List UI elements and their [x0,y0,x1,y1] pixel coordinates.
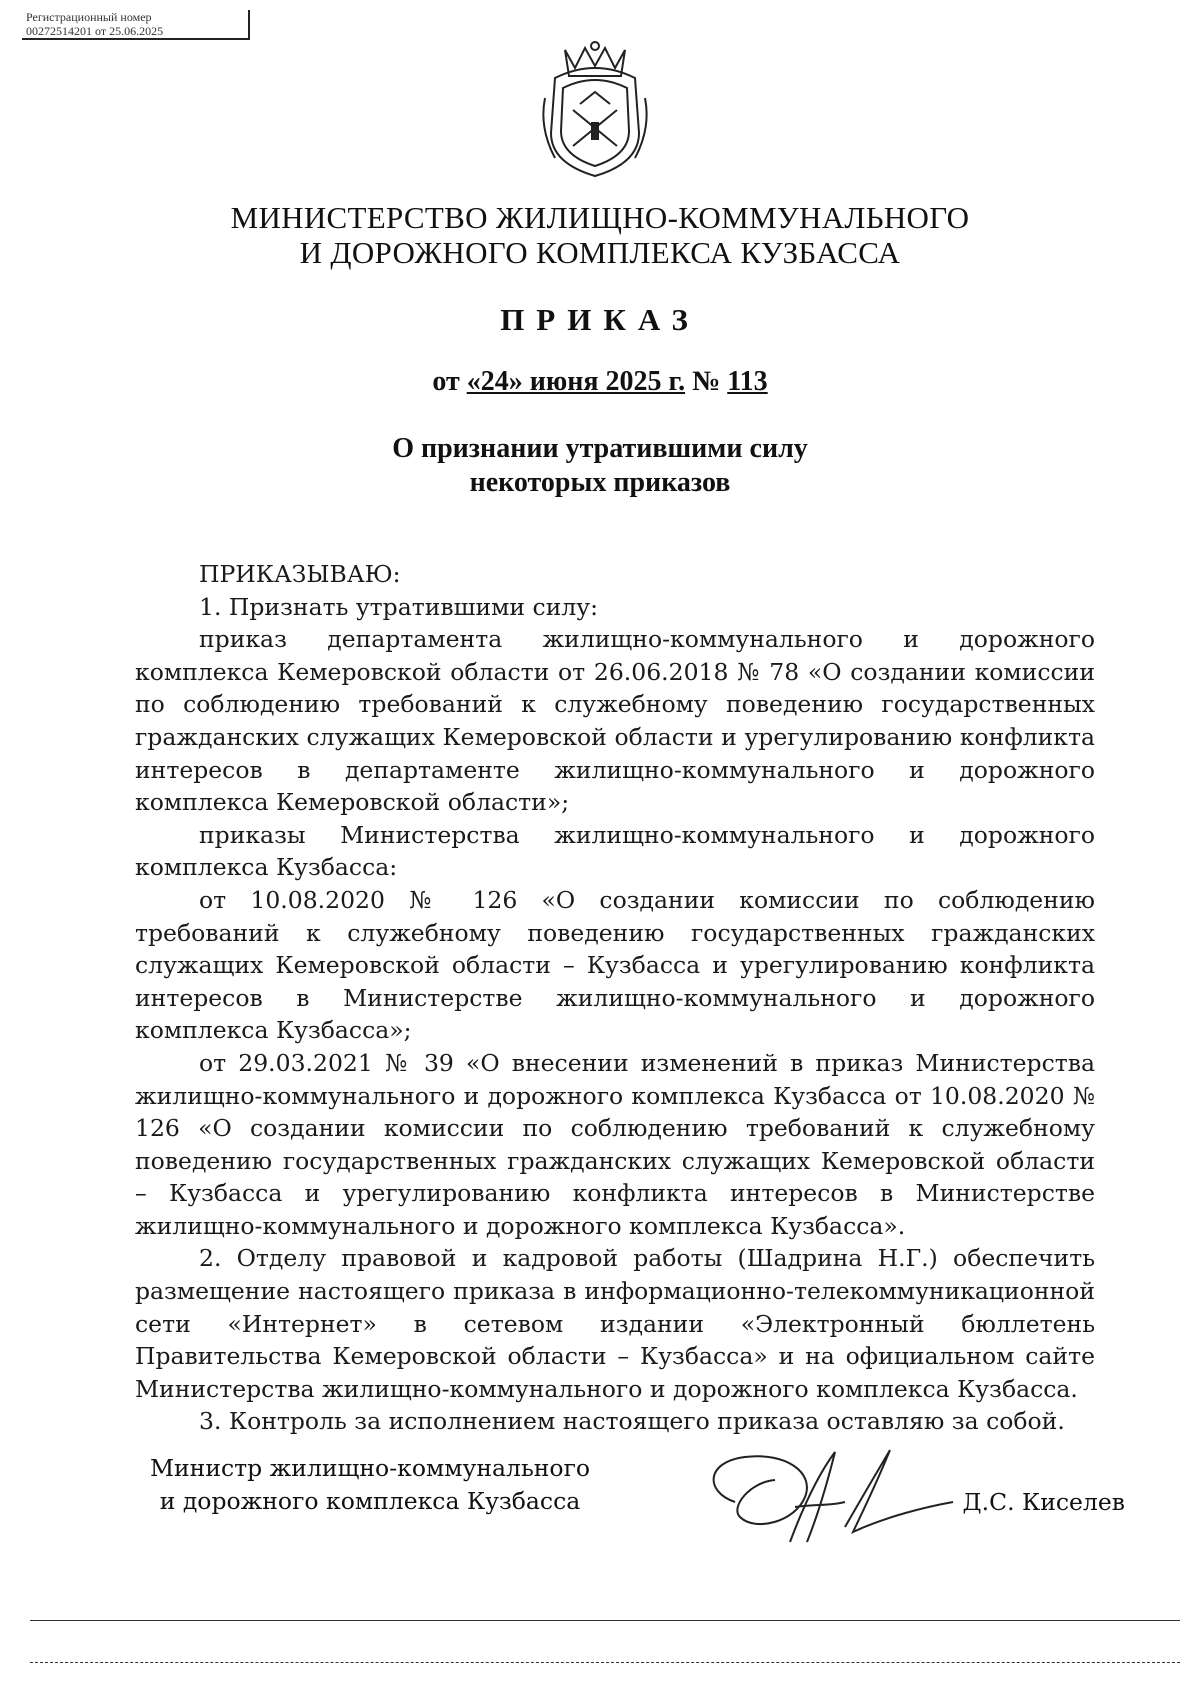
order-word: ПРИКАЗЫВАЮ: [199,560,401,588]
item1-title: 1. Признать утратившими силу: [199,592,599,621]
item3-paragraph: 3. Контроль за исполнением настоящего приказа оставляю за собой. [199,1407,1065,1436]
signature-block [135,1452,1125,1572]
item2-paragraph: 2. Отделу правовой и кадровой работы (Шадрина Н.Г.) обеспечить размещение настоящего приказа в информационно-телекоммуникационной сети «Интернет» в сетевом издании «Электронный бюллетень Правительства Кемеровской области – Кузбасса» и на официальном сайте Министерства жилищно-коммунального и дорожного комплекса Кузбасса. [135,1244,1095,1403]
order-date-line [300,366,900,398]
coat-of-arms-icon [535,38,655,178]
ministry-name-line2: И ДОРОЖНОГО КОМПЛЕКСА КУЗБАССА [299,235,901,270]
item1-paragraph: от 10.08.2020 № 126 «О создании комиссии по соблюдению требований к служебному поведению государственных гражданских служащих Кемеровской области – Кузбасса и урегулированию конфликта интересов в Министерстве жилищно-коммунального и дорожного комплекса Кузбасса»; [135,885,1095,1045]
subject-line1: О признании утратившими силу [392,433,808,464]
number-sign: № [692,366,721,397]
item1-paragraph: от 29.03.2021 № 39 «О внесении изменений в приказ Министерства жилищно-коммунального и дорожного комплекса Кузбасса от 10.08.2020 № 126 «О создании комиссии по соблюдению требований к служебному поведению государственных гражданских служащих Кемеровской области – Кузбасса и урегулированию конфликта интересов в Министерстве жилищно-коммунального и дорожного комплекса Кузбасса». [135,1048,1095,1240]
item1-paragraph: приказ департамента жилищно-коммунального и дорожного комплекса Кемеровской области от 26.06.2018 № 78 «О создании комиссии по соблюдению требований к служебному поведению государственных гражданских служащих Кемеровской области и урегулированию конфликта интересов в департаменте жилищно-коммунального и дорожного комплекса Кемеровской области»; [135,625,1095,817]
document-type: ПРИКАЗ [500,302,700,337]
order-number: 113 [727,366,768,397]
date-prefix: от [432,366,460,397]
position-line2: и дорожного комплекса Кузбасса [159,1486,581,1515]
signatory-position [135,1452,605,1517]
ministry-name-line1: МИНИСТЕРСТВО ЖИЛИЩНО-КОММУНАЛЬНОГО [230,200,970,235]
ministry-name [180,200,1020,270]
order-body [135,558,1095,1438]
order-subject [300,432,900,500]
registration-label: Регистрационный номер [26,10,152,24]
footer-divider [30,1620,1180,1621]
position-line1: Министр жилищно-коммунального [149,1454,591,1482]
handwritten-signature [695,1432,955,1562]
registration-number: 00272514201 от 25.06.2025 [26,24,164,38]
order-date: «24» июня 2025 г. [466,366,686,397]
item1-paragraph: приказы Министерства жилищно-коммунального и дорожного комплекса Кузбасса: [135,820,1095,882]
signatory-name: Д.С. Киселев [962,1488,1125,1516]
subject-line2: некоторых приказов [469,467,731,498]
registration-stamp [22,10,250,40]
footer-divider [30,1662,1180,1663]
